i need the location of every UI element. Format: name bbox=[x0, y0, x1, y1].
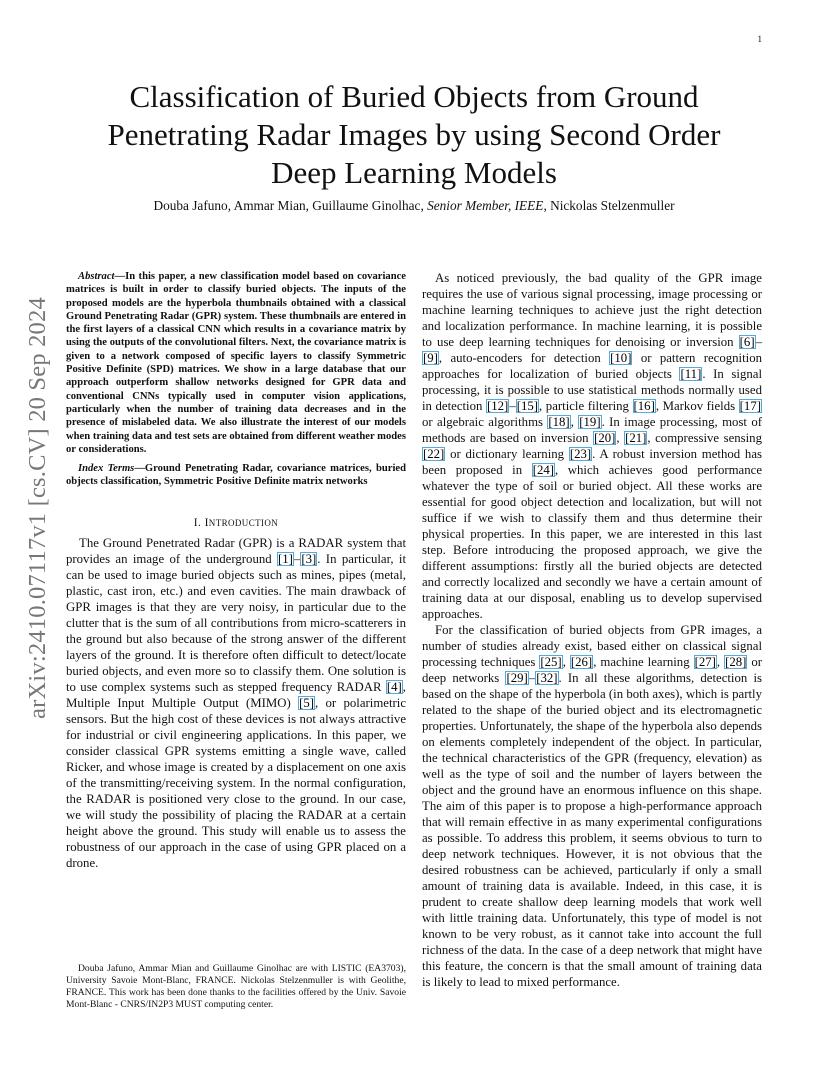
citation-link[interactable]: [19] bbox=[579, 415, 601, 429]
left-column bbox=[66, 270, 406, 871]
citation-link[interactable]: [24] bbox=[532, 463, 555, 477]
arxiv-stamp bbox=[18, 288, 58, 728]
index-terms-text: —Ground Penetrating Radar, covariance matrices, buried objects classification, Symmetric Positive Definite matrix networks bbox=[66, 463, 406, 488]
author-role: Senior Member, IEEE bbox=[427, 198, 544, 213]
citation-link[interactable]: [5] bbox=[299, 695, 314, 710]
citation-link[interactable]: [25] bbox=[540, 655, 562, 669]
index-terms bbox=[66, 462, 406, 489]
title-line-3: Deep Learning Models bbox=[271, 155, 557, 190]
index-terms-label: Index Terms bbox=[78, 463, 135, 475]
citation-link[interactable]: [27] bbox=[694, 655, 716, 669]
citation-link[interactable]: [17] bbox=[739, 399, 761, 413]
abstract-label: Abstract bbox=[78, 271, 115, 282]
citation-link[interactable]: [20] bbox=[594, 431, 616, 445]
footnote: Douba Jafuno, Ammar Mian and Guillaume Ginolhac are with LISTIC (EA3703), University Savoie Mont-Blanc, FRANCE. Nickolas Stelzenmuller is with Geolithe, FRANCE. This work has been done thanks to the facilities offered by the Univ. Savoie Mont-Blanc - CNRS/IN2P3 MUST computing center. bbox=[66, 963, 406, 1010]
citation-link[interactable]: [4] bbox=[386, 679, 402, 694]
author-names: Douba Jafuno, Ammar Mian, Guillaume Ginolhac, bbox=[153, 198, 428, 213]
citation-link[interactable]: [22] bbox=[423, 447, 445, 461]
citation-link[interactable]: [23] bbox=[569, 447, 592, 461]
citation-link[interactable]: [18] bbox=[548, 415, 570, 429]
citation-link[interactable]: [10] bbox=[610, 351, 632, 365]
abstract-text: —In this paper, a new classification model based on covariance matrices is built in order to classify buried objects. The inputs of the proposed models are the hyperbola thumbnails obtained with a classical Ground Penetrating Radar (GPR) system. These thumbnails are entered in the first layers of a classical CNN which results in a covariance matrix by using the outputs of the convolutional filters. Next, the covariance matrix is given to a network composed of specific layers to classify Symmetric Positive Definite (SPD) matrices. We show in a large database that our approach outperform shallow networks designed for GPR data and conventional CNNs typically used in computer vision applications, particularly when the number of training data decreases and in the presence of mislabeled data. We also illustrate the interest of our models when training data and test sets are obtained from different weather modes or considerations. bbox=[66, 271, 406, 455]
citation-link[interactable]: [6] bbox=[739, 335, 755, 349]
page-number: 1 bbox=[757, 34, 762, 44]
citation-link[interactable]: [16] bbox=[633, 399, 655, 413]
citation-link[interactable]: [9] bbox=[423, 351, 438, 365]
citation-link[interactable]: [11] bbox=[680, 367, 702, 381]
abstract bbox=[66, 270, 406, 456]
body-paragraph-2: For the classification of buried objects from GPR images, a number of studies already exist, based either on classical signal processing techniques [25], [26], machine learning [27], [28] or deep networks [29]–[32]. In all these algorithms, detection is based on the shape of the hyperbola (in both axes), which is partly related to the shape of the buried object and its electromagnetic properties. Unfortunately, the shape of the hyperbola also depends on elements completely independent of the object. In particular, the technical characteristics of the GPR (frequency, elevation) as well as the type of soil and the number of layers between the object and the ground have an enormous influence on this shape. The aim of this paper is to propose a high-performance approach that will remain effective in as many experimental configurations as possible. To address this problem, it seems obvious to turn to deep network techniques. However, it is not obvious that the desired robustness can be achieved, particularly if only a small amount of training data is available. Indeed, in this case, it is prudent to create shallow deep learning models that work well with little training data. Unfortunately, this type of model is not known to be very robust, as it cannot take into account the full richness of the data. In the case of a deep network that might have this feature, the concern is that the small amount of training data is likely to lead to mixed performance. bbox=[422, 623, 763, 989]
citation-link[interactable]: [29] bbox=[506, 671, 528, 685]
citation-link[interactable]: [28] bbox=[725, 655, 747, 669]
intro-paragraph: The Ground Penetrated Radar (GPR) is a RADAR system that provides an image of the underground [1]–[3]. In particular, it can be used to image buried objects such as mines, pipes (metal, plastic, cast iron, etc.) and even cavities. The main drawback of GPR images is that they are very noisy, in particular due to the clutter that is the sum of all contributions from micro-scatterers in the ground but also because of the strong answer of the different layers of the ground. It is therefore often difficult to detect/locate buried objects, and even more so to classify them. One solution is to use complex systems such as stepped frequency RADAR [4], Multiple Input Multiple Output (MIMO) [5], or polarimetric sensors. But the high cost of these devices is not always attractive for industrial or civil engineering applications. In this paper, we consider classical GPR systems emitting a single wave, called Ricker, and whose image is created by a displacement on one axis of the transmitting/receiving system. In the normal configuration, the RADAR is positioned very close to the ground. In our case, we will study the possibility of placing the RADAR at a certain height above the ground. This study will enable us to assess the robustness of our approach in the case of using GPR placed on a drone. bbox=[66, 535, 406, 870]
citation-link[interactable]: [12] bbox=[486, 399, 509, 413]
author-names-rest: , Nickolas Stelzenmuller bbox=[543, 198, 675, 213]
author-list bbox=[66, 198, 762, 214]
citation-link[interactable]: [32] bbox=[536, 671, 558, 685]
right-column bbox=[422, 270, 762, 990]
citation-link[interactable]: [15] bbox=[516, 399, 539, 413]
paper-title bbox=[66, 78, 762, 192]
body-paragraph-1: As noticed previously, the bad quality of the GPR image requires the use of various signal processing, image processing or machine learning techniques to achieve just the right detection and localization performance. In machine learning, it is possible to use deep learning techniques for denoising or inversion [6]–[9], auto-encoders for detection [10] or pattern recognition approaches for localization of buried objects [11]. In signal processing, it is possible to use statistical methods normally used in detection [12]–[15], particle filtering [16], Markov fields [17] or algebraic algorithms [18], [19]. In image processing, most of methods are based on inversion [20], [21], compressive sensing [22] or dictionary learning [23]. A robust inversion method has been proposed in [24], which achieves good performance whatever the type of soil or buried object. All these works are essential for good object detection and localization, but will not suffice if we wish to classify them and thus determine their physical properties. In this paper, we are interested in this last step. Before introducing the proposed approach, we give the different assumptions: firstly all the buried objects are detected and correctly localized and secondly we have a certain amount of training data at our disposal, enabling us to develop supervised approaches. bbox=[422, 271, 763, 621]
citation-link[interactable]: [3] bbox=[301, 551, 317, 566]
citation-link[interactable]: [26] bbox=[570, 655, 593, 669]
title-line-2: Penetrating Radar Images by using Second Order bbox=[107, 117, 721, 152]
arxiv-stamp-text: arXiv:2410.07117v1 [cs.CV] 20 Sep 2024 bbox=[24, 297, 51, 719]
citation-link[interactable]: [21] bbox=[625, 431, 647, 445]
section-heading-introduction: I. INTRODUCTION bbox=[193, 516, 279, 529]
citation-link[interactable]: [1] bbox=[278, 551, 293, 566]
title-line-1: Classification of Buried Objects from Ground bbox=[129, 79, 699, 114]
